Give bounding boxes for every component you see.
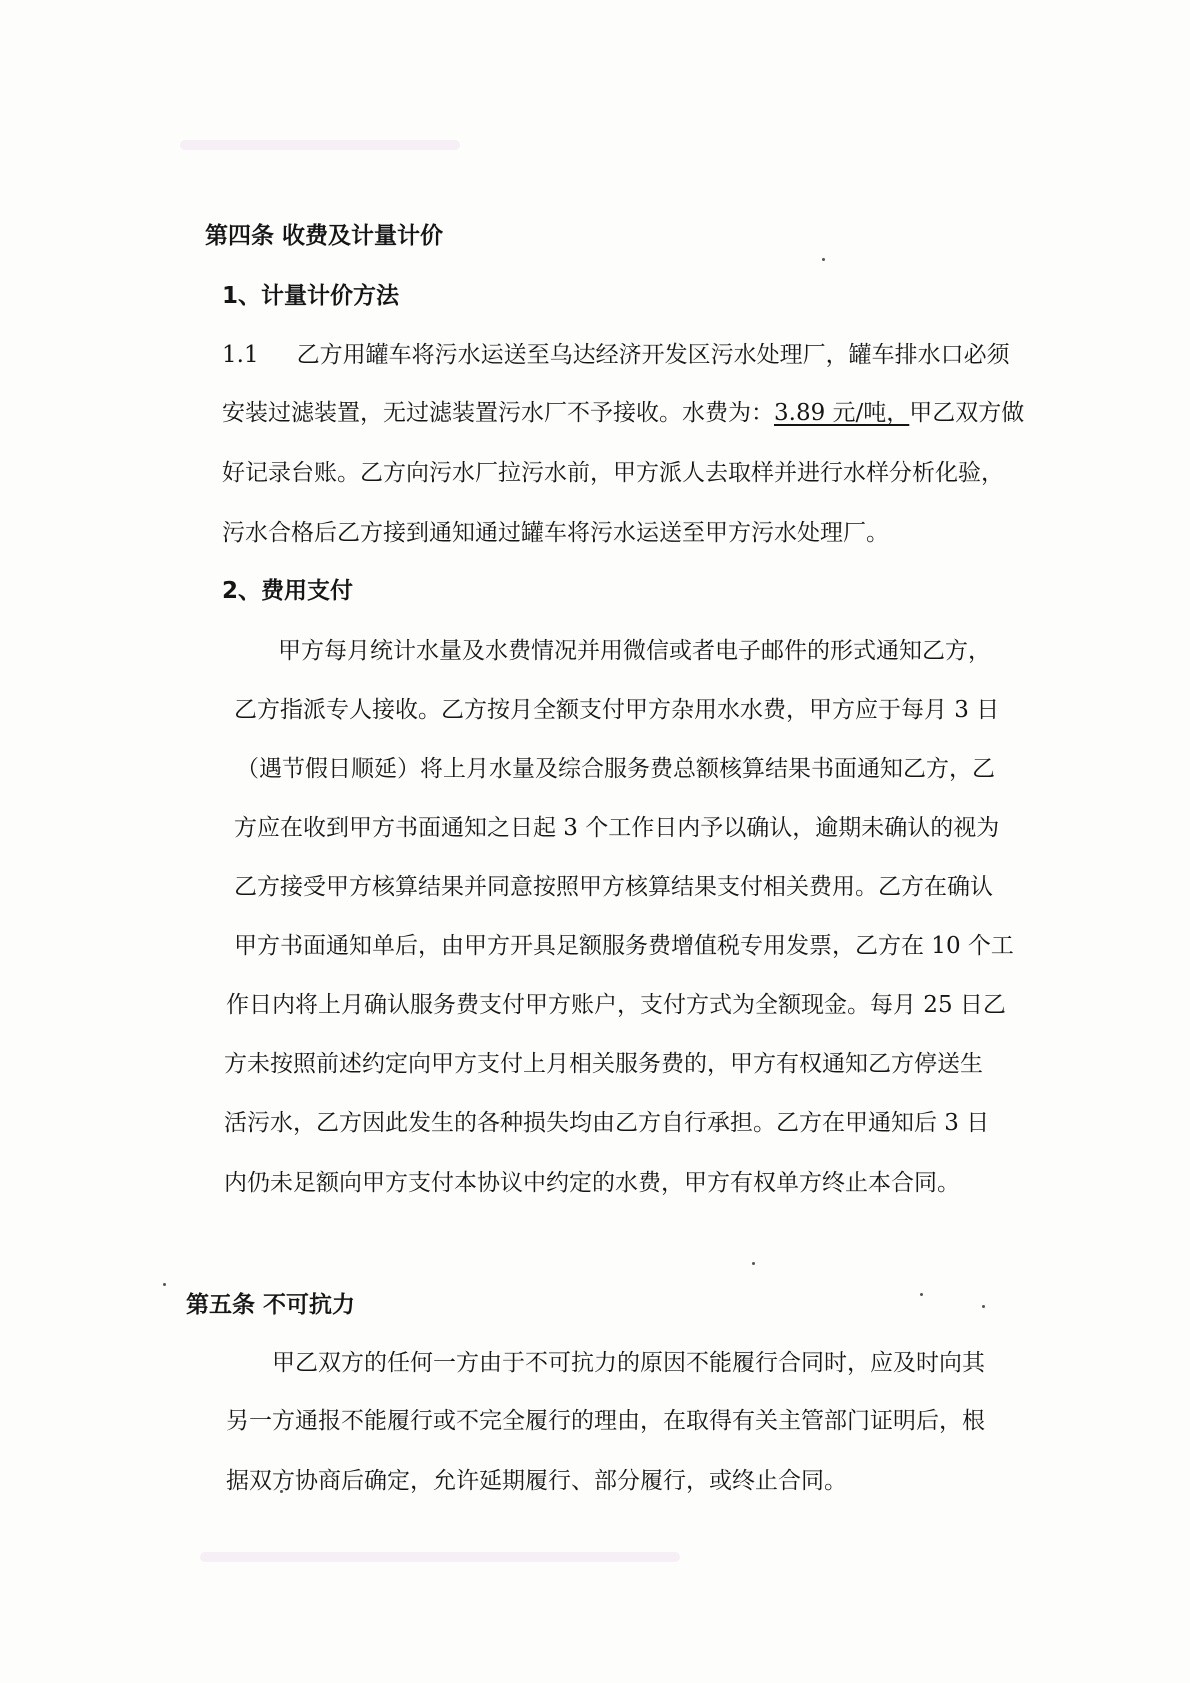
force-majeure-line: 甲乙双方的任何一方由于不可抗力的原因不能履行合同时，应及时向其 [272, 1350, 985, 1376]
scan-speck [163, 1283, 166, 1286]
payment-line: 方应在收到甲方书面通知之日起 3 个工作日内予以确认，逾期未确认的视为 [234, 815, 1000, 841]
clause-1-1-line1 [222, 340, 1010, 370]
clause-text: 安装过滤装置，无过滤装置污水厂不予接收。水费为： [222, 400, 774, 426]
payment-line: （遇节假日顺延）将上月水量及综合服务费总额核算结果书面通知乙方，乙 [236, 756, 995, 782]
force-majeure-line: 另一方通报不能履行或不完全履行的理由，在取得有关主管部门证明后，根 [226, 1408, 985, 1434]
payment-line: 内仍未足额向甲方支付本协议中约定的水费，甲方有权单方终止本合同。 [224, 1170, 960, 1196]
section2-heading: 2、费用支付 [222, 578, 354, 604]
payment-line: 方未按照前述约定向甲方支付上月相关服务费的，甲方有权通知乙方停送生 [224, 1051, 983, 1077]
article5-heading: 第五条 不可抗力 [186, 1292, 356, 1318]
water-price: 3.89 元/吨， [774, 400, 910, 426]
scan-speck [982, 1305, 985, 1308]
payment-line: 乙方接受甲方核算结果并同意按照甲方核算结果支付相关费用。乙方在确认 [234, 874, 993, 900]
clause-text: 甲乙双方做 [909, 400, 1025, 426]
scan-smudge [180, 140, 460, 150]
force-majeure-line: 据双方协商后确定，允许延期履行、部分履行，或终止合同。 [226, 1468, 847, 1494]
clause-1-1-line3: 好记录台账。乙方向污水厂拉污水前，甲方派人去取样并进行水样分析化验， [222, 460, 1004, 486]
payment-line: 作日内将上月确认服务费支付甲方账户，支付方式为全额现金。每月 25 日乙 [226, 992, 1006, 1018]
article4-heading: 第四条 收费及计量计价 [205, 223, 444, 249]
scan-speck [822, 258, 825, 261]
payment-line: 甲方书面通知单后，由甲方开具足额服务费增值税专用发票，乙方在 10 个工 [234, 933, 1014, 959]
scan-speck [752, 1262, 755, 1265]
clause-1-1-line2 [222, 398, 1024, 428]
scan-smudge [200, 1552, 680, 1562]
payment-line: 活污水，乙方因此发生的各种损失均由乙方自行承担。乙方在甲通知后 3 日 [224, 1110, 990, 1136]
section1-heading: 1、计量计价方法 [222, 283, 400, 309]
clause-number: 1.1 [222, 342, 259, 368]
scan-speck [920, 1293, 923, 1296]
payment-line: 甲方每月统计水量及水费情况并用微信或者电子邮件的形式通知乙方， [278, 638, 991, 664]
clause-text: 乙方用罐车将污水运送至乌达经济开发区污水处理厂，罐车排水口必须 [296, 342, 1010, 368]
clause-1-1-line4: 污水合格后乙方接到通知通过罐车将污水运送至甲方污水处理厂。 [222, 520, 889, 546]
payment-line: 乙方指派专人接收。乙方按月全额支付甲方杂用水水费，甲方应于每月 3 日 [234, 697, 1000, 723]
